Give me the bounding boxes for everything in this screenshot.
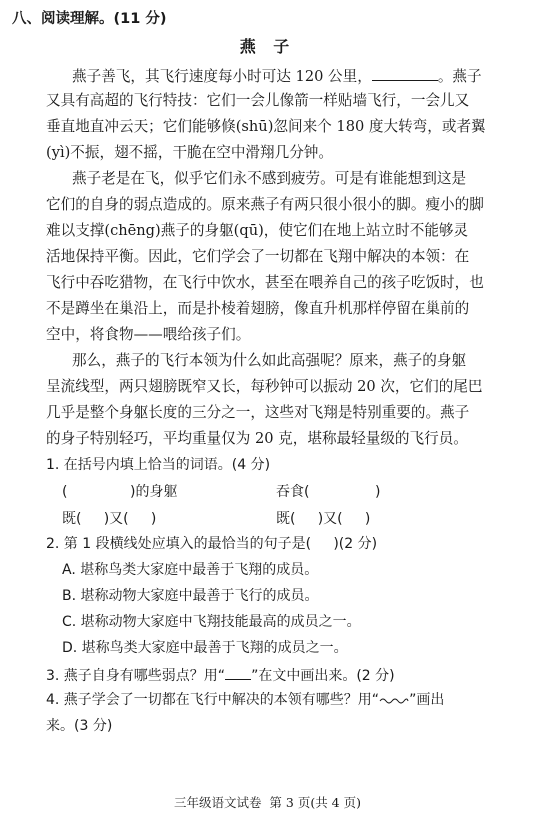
q4-text: 4. 燕子学会了一切都在飞行中解决的本领有哪些？用“ bbox=[46, 692, 380, 708]
passage-line bbox=[72, 66, 482, 86]
q3-text: 3. 燕子自身有哪些弱点？用“ bbox=[46, 668, 226, 684]
passage-line: 空中，将食物——喂给孩子们。 bbox=[46, 326, 251, 343]
q1-fill-b-open: 吞食( bbox=[276, 484, 310, 500]
passage-line: (yì)不振，翅不摇，干脆在空中滑翔几分钟。 bbox=[46, 144, 333, 161]
passage-line: 呈流线型，两只翅膀既窄又长，每秒钟可以振动 20 次，它们的尾巴 bbox=[46, 378, 483, 395]
q2-option-d[interactable]: D. 堪称鸟类大家庭中最善于飞翔的成员之一。 bbox=[62, 640, 348, 656]
passage-line: 它们的自身的弱点造成的。原来燕子有两只很小很小的脚。瘦小的脚 bbox=[46, 196, 484, 213]
passage-line: 那么，燕子的飞行本领为什么如此高强呢？原来，燕子的身躯 bbox=[72, 352, 467, 369]
q2-option-b[interactable]: B. 堪称动物大家庭中最善于飞行的成员。 bbox=[62, 588, 319, 604]
question-1: 1. 在括号内填上恰当的词语。(4 分) bbox=[46, 457, 271, 473]
q3-text: ”在文中画出来。(2 分) bbox=[251, 668, 395, 684]
passage-text: 。燕子 bbox=[437, 68, 482, 85]
passage-line: 难以支撑(chēng)燕子的身躯(qū)，使它们在地上站立时不能够灵 bbox=[46, 222, 469, 239]
question-4 bbox=[46, 691, 444, 709]
q4-text: ”画出 bbox=[409, 692, 445, 708]
passage-text: 燕子善飞，其飞行速度每小时可达 120 公里， bbox=[72, 68, 372, 85]
q1-fill-d: 既( )又( ) bbox=[276, 511, 371, 527]
q1-fill-b-close: ) bbox=[375, 484, 381, 500]
passage-title: 燕 子 bbox=[239, 37, 296, 56]
section-heading: 八、阅读理解。(11 分) bbox=[12, 11, 167, 27]
answer-blank[interactable] bbox=[372, 66, 438, 81]
straight-line-mark bbox=[225, 665, 251, 680]
q2-option-a[interactable]: A. 堪称鸟类大家庭中最善于飞翔的成员。 bbox=[62, 562, 319, 578]
passage-line: 又具有高超的飞行特技：它们一会儿像箭一样贴墙飞行，一会儿又 bbox=[46, 92, 470, 109]
passage-line: 燕子老是在飞，似乎它们永不感到疲劳。可是有谁能想到这是 bbox=[72, 170, 467, 187]
passage-line: 不是蹲坐在巢沿上，而是扑棱着翅膀，像直升机那样停留在巢前的 bbox=[46, 300, 470, 317]
wavy-line-mark bbox=[379, 692, 409, 704]
question-2: 2. 第 1 段横线处应填入的最恰当的句子是( )(2 分) bbox=[46, 536, 378, 552]
page-footer: 三年级语文试卷 第 3 页(共 4 页) bbox=[173, 795, 361, 810]
passage-line: 活地保持平衡。因此，它们学会了一切都在飞翔中解决的本领：在 bbox=[46, 248, 470, 265]
question-4-cont: 来。(3 分) bbox=[46, 718, 113, 734]
passage-line: 的身子特别轻巧，平均重量仅为 20 克，堪称最轻量级的飞行员。 bbox=[46, 430, 468, 447]
q2-option-c[interactable]: C. 堪称动物大家庭中飞翔技能最高的成员之一。 bbox=[62, 614, 361, 630]
question-3 bbox=[46, 665, 395, 685]
passage-line: 几乎是整个身躯长度的三分之一，这些对飞翔是特别重要的。燕子 bbox=[46, 404, 470, 421]
passage-line: 垂直地直冲云天；它们能够倏(shū)忽间来个 180 度大转弯，或者翼 bbox=[46, 118, 486, 135]
q1-fill-a-open: ( bbox=[62, 484, 68, 500]
q1-fill-c: 既( )又( ) bbox=[62, 511, 157, 527]
passage-line: 飞行中吞吃猎物，在飞行中饮水，甚至在喂养自己的孩子吃饭时，也 bbox=[46, 274, 484, 291]
q1-fill-a-close: )的身躯 bbox=[130, 484, 178, 500]
